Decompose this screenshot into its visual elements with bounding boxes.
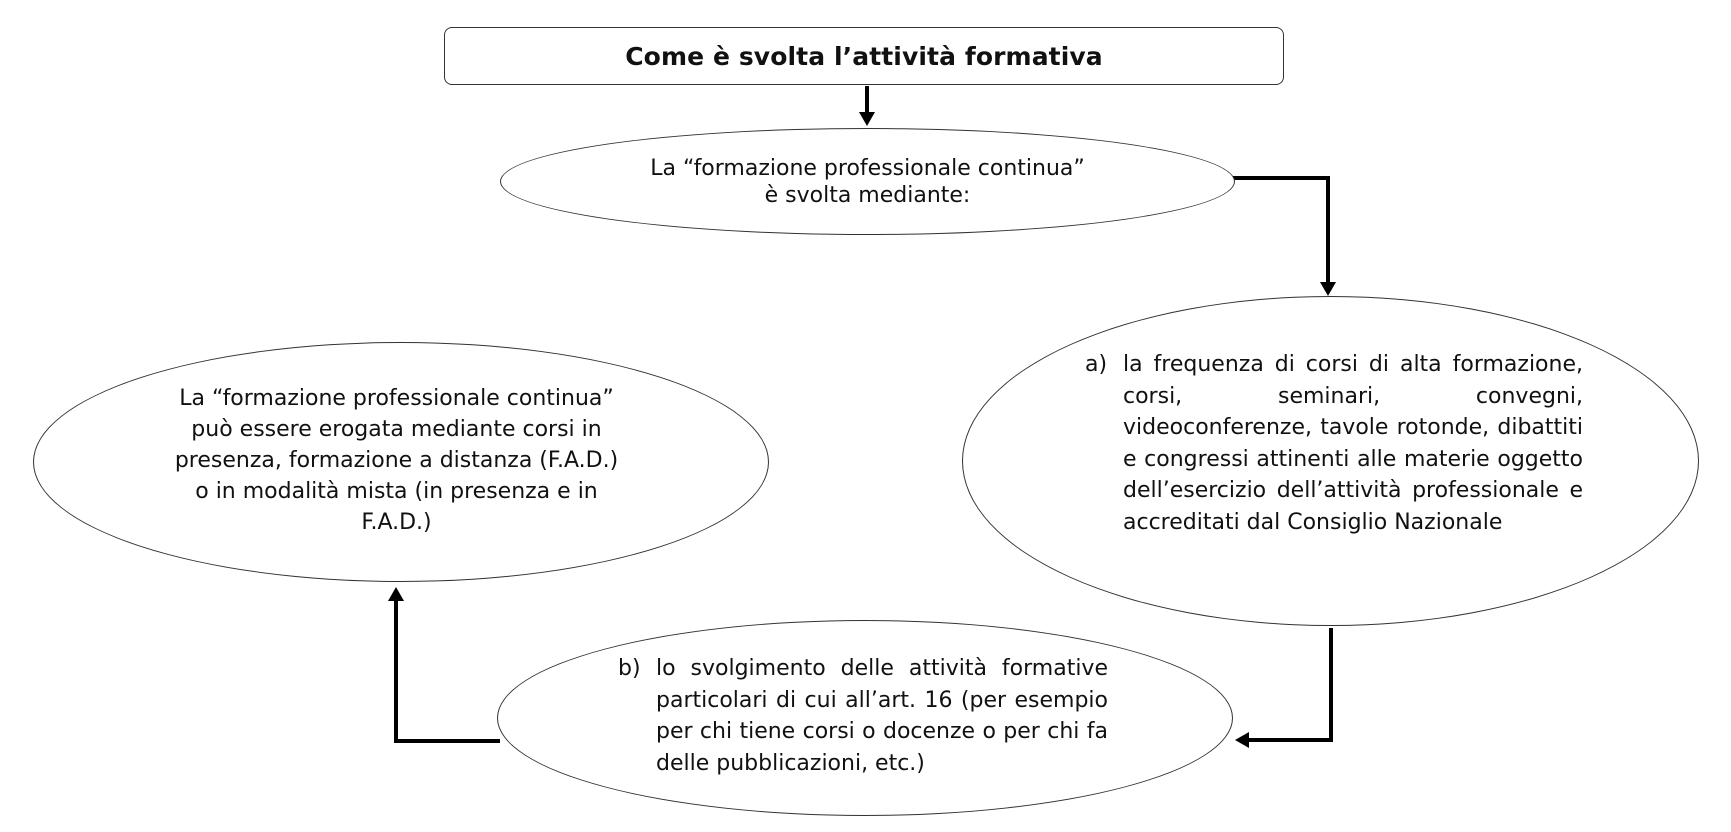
item-a-block xyxy=(1085,349,1583,538)
connector-item-a-to-item-b xyxy=(1248,628,1331,740)
item-b-oval xyxy=(497,620,1233,816)
connector-intro-to-item-a xyxy=(1233,178,1328,282)
arrowhead-intro-to-item-a xyxy=(1320,282,1336,296)
item-a-oval xyxy=(962,296,1699,626)
modalities-oval xyxy=(33,342,769,582)
arrowhead-item-b-to-modalities xyxy=(388,587,404,601)
modalities-text: La “formazione professionale continua” può essere erogata mediante corsi in presenza, formazione a distanza (F.A.D.) o in modalità mista (in presenza e in F.A.D.) xyxy=(174,386,619,535)
item-b-marker: b) xyxy=(618,656,641,681)
connector-item-b-to-modalities xyxy=(396,601,500,741)
item-b-block xyxy=(618,653,1108,779)
intro-text xyxy=(650,155,1085,209)
diagram-title: Come è svolta l’attività formativa xyxy=(625,41,1103,71)
item-a-text: la frequenza di corsi di alta formazione, corsi, seminari, convegni, videoconferenze, tavole rotonde, dibattiti e congressi attinenti alle materie oggetto dell’esercizio dell’attività professionale e accreditati dal Consiglio Nazionale xyxy=(1123,352,1583,535)
intro-line-2: è svolta mediante: xyxy=(764,182,971,208)
intro-oval xyxy=(500,128,1235,235)
item-a-marker: a) xyxy=(1085,352,1108,377)
arrowhead-item-a-to-item-b xyxy=(1235,732,1249,748)
item-b-text: lo svolgimento delle attività formative particolari di cui all’art. 16 (per esempio per chi tiene corsi o docenze o per chi fa delle pubblicazioni, etc.) xyxy=(656,656,1108,776)
title-box xyxy=(444,27,1284,85)
intro-line-1: La “formazione professionale continua” xyxy=(650,155,1085,181)
arrowhead-title-to-intro xyxy=(859,112,875,126)
